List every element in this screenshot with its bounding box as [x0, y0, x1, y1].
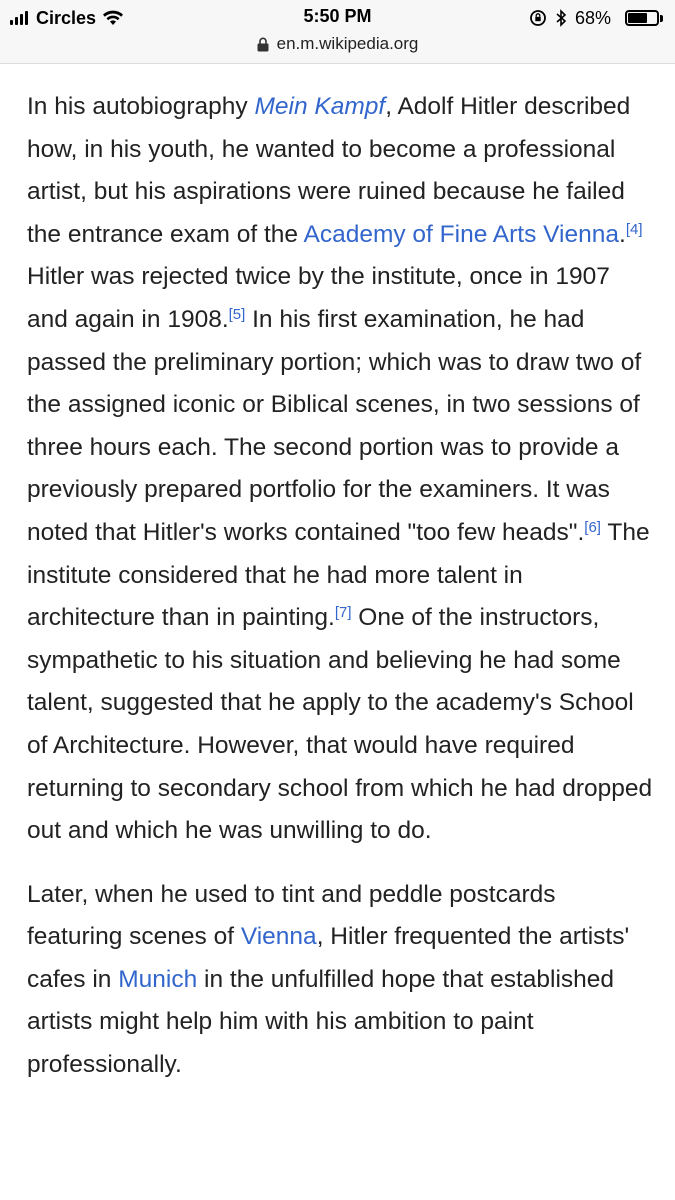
battery-percent: 68% [574, 7, 611, 28]
status-right [521, 6, 663, 30]
article-paragraph [27, 874, 655, 1087]
citation-6[interactable]: [6] [584, 518, 601, 536]
link-mein-kampf[interactable]: Mein Kampf [254, 93, 386, 120]
paragraph-text: . [619, 220, 626, 248]
paragraph-text: In his first examination, he had passed the preliminary portion; which was to draw two of the assigned iconic or Biblical scenes, in two sessions of three hours each. The second portion was to provide a previously prepared portfolio for the examiners. It was noted that Hitler's works contained "too few heads". [27, 305, 642, 546]
link-vienna[interactable]: Vienna [240, 923, 317, 951]
link-munich[interactable]: Munich [118, 965, 198, 993]
paragraph-text: The institute considered that he had more talent in architecture than in painting. [27, 518, 650, 632]
paragraph-text: One of the instructors, sympathetic to his situation and believing he had some talent, suggested that he apply to the academy's School of Architecture. However, that would have required returning to secondary school from which he had dropped out and which he was unwilling to do. [27, 604, 653, 845]
paragraph-text: In his autobiography [27, 93, 255, 120]
paragraph-text: , Hitler frequented the artists' cafes in [27, 923, 630, 993]
citation-7[interactable]: [7] [334, 604, 352, 622]
article-body [27, 86, 655, 1087]
citation-4[interactable]: [4] [625, 220, 643, 238]
orientation-lock-icon [529, 9, 547, 27]
url-text: en.m.wikipedia.org [276, 34, 419, 53]
paragraph-text: , Adolf Hitler described how, in his youth, he wanted to become a professional artist, but his aspirations were ruined because he failed the entrance exam of the [27, 93, 631, 248]
battery-icon [619, 10, 663, 26]
link-academy-of-fine-arts-vienna[interactable]: Academy of Fine Arts Vienna [303, 220, 619, 248]
carrier-name: Circles [36, 7, 97, 28]
paragraph-text: Hitler was rejected twice by the institute, once in 1907 and again in 1908. [27, 263, 610, 333]
article-paragraph [27, 86, 655, 853]
url-bar[interactable] [0, 34, 675, 54]
paragraph-text: in the unfulfilled hope that established artists might help him with his ambition to paint professionally. [27, 965, 615, 1079]
clock: 5:50 PM [303, 6, 372, 26]
bluetooth-icon [555, 9, 567, 27]
citation-5[interactable]: [5] [228, 305, 246, 323]
lock-icon [257, 37, 269, 52]
paragraph-text: Later, when he used to tint and peddle postcards featuring scenes of [27, 880, 556, 951]
status-bar [0, 0, 675, 64]
